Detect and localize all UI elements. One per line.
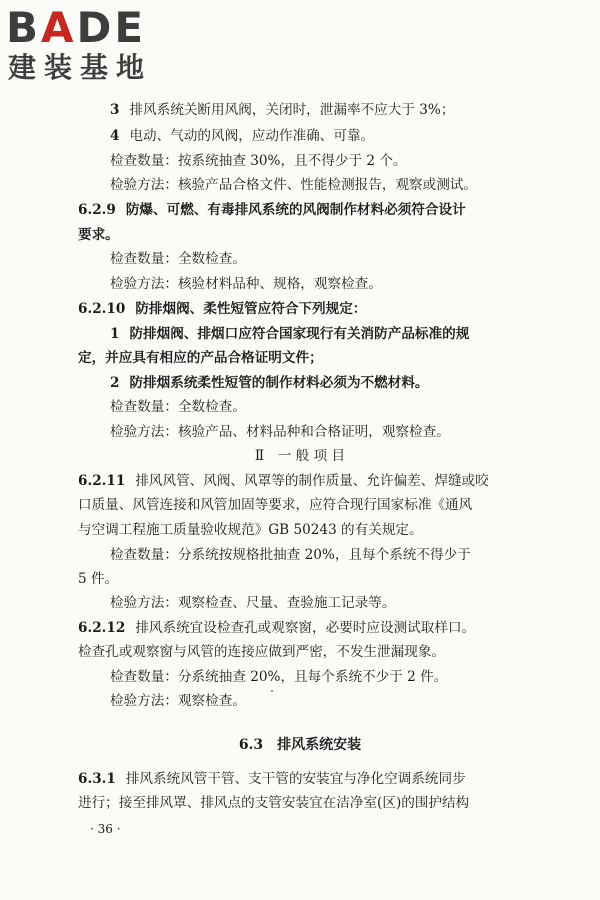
item-3: [110, 101, 454, 119]
clause-text: 防爆、可燃、有毒排风系统的风阀制作材料必须符合设计: [125, 202, 466, 218]
clause-number: 6.2.11: [78, 473, 126, 489]
clause-text: 排风系统风管干管、支干管的安装宜与净化空调系统同步: [125, 771, 466, 787]
clause-continuation: 口质量、风管连接和风管加固等要求，应符合现行国家标准《通风: [78, 497, 473, 513]
clause-6-3-1: [78, 770, 466, 788]
page-number: · 36 ·: [90, 822, 121, 836]
check-quantity-line: 检查数量：分系统按规格批抽查 20%，且每个系统不得少于: [110, 547, 471, 563]
clause-text: 排风系统宜设检查孔或观察窗，必要时应设测试取样口。: [135, 620, 476, 636]
section-heading-6-3: 6.3 排风系统安装: [238, 737, 362, 753]
item-number: 3: [110, 102, 120, 118]
clause-6-2-10: [78, 300, 366, 318]
clause-number: 6.3.1: [78, 771, 116, 787]
clause-6-2-9: [78, 201, 466, 219]
inspection-method-line: 检验方法：观察检查、尺量、查验施工记录等。: [110, 595, 396, 611]
check-quantity-line: 检查数量：全数检查。: [110, 399, 246, 415]
clause-number: 6.2.9: [78, 202, 116, 218]
check-quantity-line: 检查数量：全数检查。: [110, 251, 246, 267]
logo-letter-a-accent: A: [41, 3, 77, 52]
brand-logo: [6, 3, 153, 86]
item-number: 1: [110, 326, 120, 342]
item-text: 防排烟系统柔性短管的制作材料必须为不燃材料。: [129, 375, 429, 391]
logo-subtitle: 建装基地: [8, 51, 153, 84]
clause-continuation: 与空调工程施工质量验收规范》GB 50243 的有关规定。: [78, 522, 423, 538]
check-quantity-continuation: 5 件。: [78, 571, 119, 587]
clause-continuation: 进行；接至排风罩、排风点的支管安装宜在洁净室(区)的围护结构: [78, 795, 470, 811]
scan-speck: [271, 690, 273, 692]
clause-text: 排风风管、风阀、风罩等的制作质量、允许偏差、焊缝或咬: [135, 473, 489, 489]
item-text: 防排烟阀、排烟口应符合国家现行有关消防产品标准的规: [129, 326, 470, 342]
item-4: [110, 127, 374, 145]
clause-number: 6.2.12: [78, 620, 126, 636]
item-2: [110, 374, 429, 392]
inspection-method-line: 检验方法：核验产品合格文件、性能检测报告，观察或测试。: [110, 177, 478, 193]
clause-6-2-12: [78, 619, 475, 637]
inspection-method-line: 检验方法：观察检查。: [110, 693, 246, 709]
logo-letter-b: B: [6, 3, 42, 52]
item-1: [110, 325, 469, 343]
item-number: 2: [110, 375, 120, 391]
item-text: 电动、气动的风阀，应动作准确、可靠。: [129, 128, 375, 144]
clause-number: 6.2.10: [78, 301, 126, 317]
inspection-method-line: 检验方法：核验材料品种、规格，观察检查。: [110, 276, 382, 292]
logo-letters-de: DE: [76, 3, 147, 52]
clause-6-2-11: [78, 472, 489, 490]
clause-continuation: 要求。: [78, 227, 119, 243]
subsection-heading-general-items: Ⅱ 一 般 项 目: [254, 448, 346, 464]
item-continuation: 定，并应具有相应的产品合格证明文件；: [78, 350, 323, 366]
item-text: 排风系统关断用风阀，关闭时，泄漏率不应大于 3%；: [129, 102, 455, 118]
inspection-method-line: 检验方法：核验产品、材料品种和合格证明，观察检查。: [110, 424, 450, 440]
clause-text: 防排烟阀、柔性短管应符合下列规定：: [135, 301, 367, 317]
logo-wordmark: [6, 3, 152, 52]
check-quantity-line: 检查数量：按系统抽查 30%，且不得少于 2 个。: [110, 153, 407, 169]
item-number: 4: [110, 128, 120, 144]
clause-continuation: 检查孔或观察窗与风管的连接应做到严密，不发生泄漏现象。: [78, 644, 446, 660]
check-quantity-line: 检查数量：分系统抽查 20%，且每个系统不少于 2 件。: [110, 669, 448, 685]
